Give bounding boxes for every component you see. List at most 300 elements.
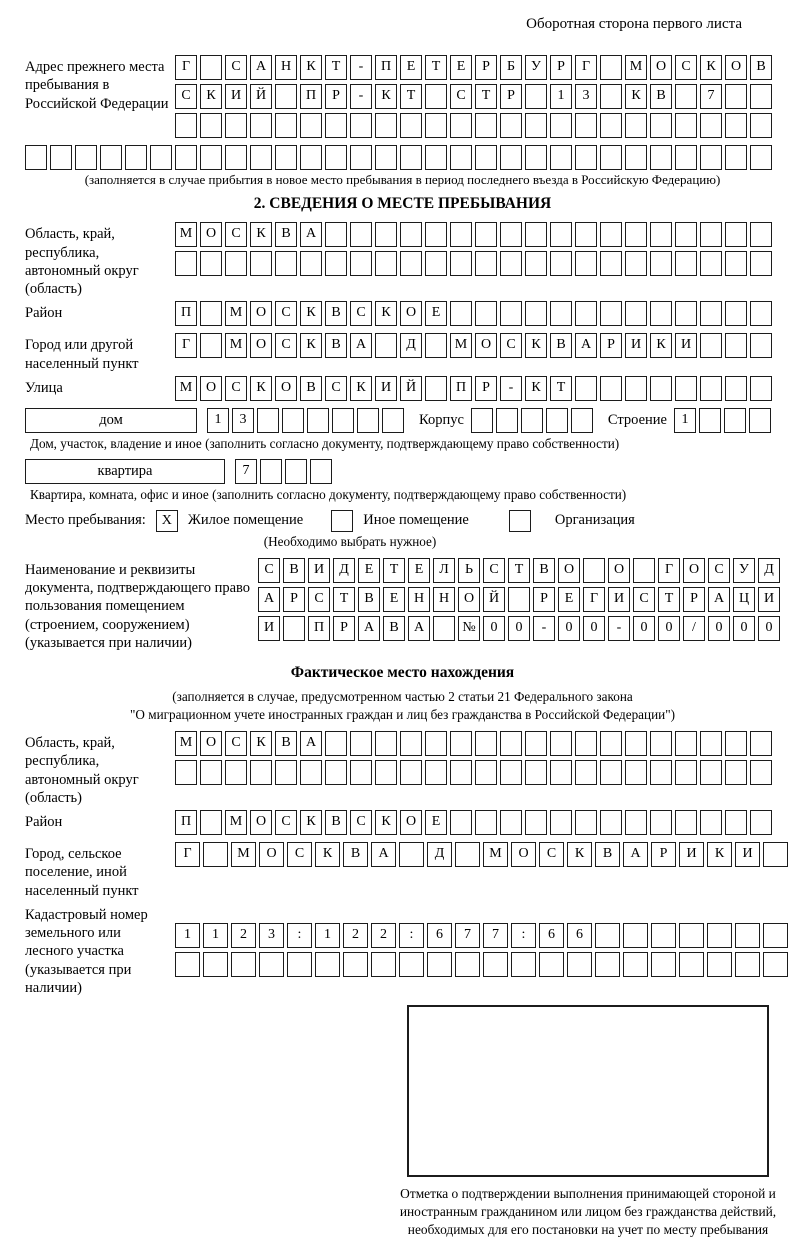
char-cell[interactable]: У [525,55,547,80]
char-cell[interactable] [231,952,256,977]
char-cell[interactable]: Т [325,55,347,80]
char-cell[interactable]: В [283,558,305,583]
char-cell[interactable]: С [225,376,247,401]
char-cell[interactable]: Р [550,55,572,80]
char-cell[interactable] [725,113,747,138]
char-cell[interactable]: С [308,587,330,612]
char-cell[interactable]: П [450,376,472,401]
char-cell[interactable] [325,251,347,276]
char-cell[interactable]: М [231,842,256,867]
char-cell[interactable]: К [250,376,272,401]
char-cell[interactable]: К [375,301,397,326]
char-cell[interactable]: Г [175,333,197,358]
char-cell[interactable] [600,251,622,276]
char-cell[interactable] [475,301,497,326]
char-cell[interactable]: О [250,333,272,358]
char-cell[interactable]: К [650,333,672,358]
char-cell[interactable] [375,222,397,247]
char-cell[interactable]: 7 [455,923,480,948]
char-cell[interactable]: Т [508,558,530,583]
char-cell[interactable]: Т [425,55,447,80]
char-cell[interactable]: С [258,558,280,583]
char-cell[interactable] [400,760,422,785]
char-cell[interactable] [455,842,480,867]
char-cell[interactable]: С [275,301,297,326]
char-cell[interactable] [483,952,508,977]
char-cell[interactable] [475,760,497,785]
char-cell[interactable]: А [575,333,597,358]
char-cell[interactable] [287,952,312,977]
char-cell[interactable] [625,251,647,276]
char-cell[interactable] [763,842,788,867]
char-cell[interactable] [200,301,222,326]
char-cell[interactable]: А [708,587,730,612]
char-cell[interactable] [750,810,772,835]
char-cell[interactable]: О [511,842,536,867]
char-cell[interactable]: К [525,376,547,401]
char-cell[interactable] [675,251,697,276]
char-cell[interactable] [500,113,522,138]
char-cell[interactable] [343,952,368,977]
char-cell[interactable] [471,408,493,433]
char-cell[interactable] [763,952,788,977]
char-cell[interactable] [625,222,647,247]
char-cell[interactable]: 0 [508,616,530,641]
char-cell[interactable] [525,145,547,170]
char-cell[interactable]: В [325,301,347,326]
char-cell[interactable]: Е [400,55,422,80]
char-cell[interactable] [550,222,572,247]
char-cell[interactable] [325,113,347,138]
char-cell[interactable]: С [708,558,730,583]
char-cell[interactable] [750,301,772,326]
char-cell[interactable]: В [275,731,297,756]
char-cell[interactable] [749,408,771,433]
char-cell[interactable] [525,731,547,756]
char-cell[interactable]: Д [427,842,452,867]
char-cell[interactable]: 0 [633,616,655,641]
char-cell[interactable] [300,251,322,276]
char-cell[interactable] [282,408,304,433]
char-cell[interactable]: 2 [371,923,396,948]
char-cell[interactable]: М [175,376,197,401]
char-cell[interactable]: Е [383,587,405,612]
char-cell[interactable] [699,408,721,433]
char-cell[interactable] [315,952,340,977]
char-cell[interactable] [525,113,547,138]
char-cell[interactable] [200,810,222,835]
char-cell[interactable] [650,113,672,138]
char-cell[interactable]: - [350,84,372,109]
char-cell[interactable]: Й [483,587,505,612]
char-cell[interactable]: Р [651,842,676,867]
char-cell[interactable] [125,145,147,170]
char-cell[interactable] [225,113,247,138]
char-cell[interactable]: М [625,55,647,80]
char-cell[interactable] [763,923,788,948]
char-cell[interactable] [650,222,672,247]
char-cell[interactable]: О [608,558,630,583]
char-cell[interactable] [750,251,772,276]
char-cell[interactable]: Л [433,558,455,583]
char-cell[interactable] [75,145,97,170]
char-cell[interactable] [400,145,422,170]
char-cell[interactable] [275,760,297,785]
char-cell[interactable]: Й [250,84,272,109]
char-cell[interactable]: А [300,731,322,756]
char-cell[interactable]: И [258,616,280,641]
char-cell[interactable]: В [533,558,555,583]
char-cell[interactable] [651,923,676,948]
char-cell[interactable] [250,251,272,276]
char-cell[interactable] [225,251,247,276]
char-cell[interactable]: М [483,842,508,867]
char-cell[interactable] [325,760,347,785]
char-cell[interactable]: П [300,84,322,109]
char-cell[interactable] [375,333,397,358]
char-cell[interactable] [700,113,722,138]
char-cell[interactable]: Р [533,587,555,612]
char-cell[interactable] [508,587,530,612]
char-cell[interactable]: Р [500,84,522,109]
char-cell[interactable] [455,952,480,977]
char-cell[interactable]: И [625,333,647,358]
char-cell[interactable] [725,333,747,358]
char-cell[interactable]: В [550,333,572,358]
char-cell[interactable] [25,145,47,170]
char-cell[interactable]: 0 [708,616,730,641]
char-cell[interactable] [200,251,222,276]
char-cell[interactable]: И [375,376,397,401]
char-cell[interactable]: - [608,616,630,641]
char-cell[interactable] [399,842,424,867]
char-cell[interactable] [575,113,597,138]
char-cell[interactable] [50,145,72,170]
char-cell[interactable] [546,408,568,433]
char-cell[interactable] [175,760,197,785]
char-cell[interactable] [725,731,747,756]
char-cell[interactable]: И [675,333,697,358]
char-cell[interactable]: О [259,842,284,867]
char-cell[interactable] [650,301,672,326]
char-cell[interactable] [275,113,297,138]
char-cell[interactable]: В [383,616,405,641]
char-cell[interactable] [300,760,322,785]
char-cell[interactable]: Т [550,376,572,401]
char-cell[interactable]: С [225,222,247,247]
char-cell[interactable]: С [350,301,372,326]
char-cell[interactable] [332,408,354,433]
char-cell[interactable] [425,84,447,109]
char-cell[interactable] [700,731,722,756]
char-cell[interactable] [600,145,622,170]
char-cell[interactable]: В [750,55,772,80]
char-cell[interactable] [496,408,518,433]
char-cell[interactable]: А [250,55,272,80]
char-cell[interactable] [595,952,620,977]
char-cell[interactable] [203,842,228,867]
char-cell[interactable] [750,333,772,358]
char-cell[interactable] [350,145,372,170]
char-cell[interactable] [450,222,472,247]
char-cell[interactable] [450,810,472,835]
char-cell[interactable] [575,810,597,835]
char-cell[interactable]: И [225,84,247,109]
char-cell[interactable]: К [300,810,322,835]
char-cell[interactable]: А [623,842,648,867]
char-cell[interactable] [310,459,332,484]
char-cell[interactable]: Р [475,55,497,80]
char-cell[interactable] [595,923,620,948]
char-cell[interactable]: С [225,731,247,756]
char-cell[interactable]: К [315,842,340,867]
char-cell[interactable]: Г [175,55,197,80]
char-cell[interactable]: С [287,842,312,867]
char-cell[interactable]: К [250,222,272,247]
char-cell[interactable] [600,84,622,109]
char-cell[interactable]: В [358,587,380,612]
char-cell[interactable]: 0 [483,616,505,641]
char-cell[interactable] [225,760,247,785]
char-cell[interactable] [600,376,622,401]
char-cell[interactable]: Н [433,587,455,612]
char-cell[interactable]: Р [325,84,347,109]
char-cell[interactable] [625,113,647,138]
char-cell[interactable]: С [675,55,697,80]
char-cell[interactable] [571,408,593,433]
char-cell[interactable]: А [371,842,396,867]
char-cell[interactable]: У [733,558,755,583]
char-cell[interactable] [375,145,397,170]
char-cell[interactable] [500,731,522,756]
char-cell[interactable]: Р [475,376,497,401]
char-cell[interactable] [625,760,647,785]
char-cell[interactable]: Т [400,84,422,109]
char-cell[interactable]: В [650,84,672,109]
char-cell[interactable] [450,145,472,170]
char-cell[interactable] [700,222,722,247]
char-cell[interactable] [203,952,228,977]
char-cell[interactable]: Й [400,376,422,401]
char-cell[interactable]: О [250,810,272,835]
char-cell[interactable] [650,731,672,756]
char-cell[interactable]: К [300,55,322,80]
char-cell[interactable] [259,952,284,977]
char-cell[interactable]: Н [275,55,297,80]
char-cell[interactable] [400,731,422,756]
char-cell[interactable]: О [200,731,222,756]
char-cell[interactable] [675,731,697,756]
char-cell[interactable] [285,459,307,484]
char-cell[interactable] [275,84,297,109]
char-cell[interactable]: С [500,333,522,358]
checkbox-organization[interactable] [509,510,531,532]
char-cell[interactable]: Г [583,587,605,612]
char-cell[interactable] [175,251,197,276]
char-cell[interactable]: Д [758,558,780,583]
char-cell[interactable]: Т [475,84,497,109]
char-cell[interactable]: М [225,301,247,326]
char-cell[interactable] [700,301,722,326]
char-cell[interactable]: Е [425,301,447,326]
char-cell[interactable]: 1 [315,923,340,948]
char-cell[interactable]: О [200,376,222,401]
char-cell[interactable] [700,376,722,401]
char-cell[interactable]: К [300,333,322,358]
char-cell[interactable]: К [375,810,397,835]
char-cell[interactable] [350,731,372,756]
char-cell[interactable]: 0 [558,616,580,641]
char-cell[interactable] [725,145,747,170]
char-cell[interactable] [600,301,622,326]
char-cell[interactable]: О [275,376,297,401]
char-cell[interactable]: 7 [483,923,508,948]
char-cell[interactable]: : [399,923,424,948]
char-cell[interactable]: 6 [567,923,592,948]
char-cell[interactable]: Е [425,810,447,835]
char-cell[interactable]: - [500,376,522,401]
char-cell[interactable]: 0 [583,616,605,641]
char-cell[interactable] [750,731,772,756]
char-cell[interactable] [307,408,329,433]
char-cell[interactable]: И [735,842,760,867]
char-cell[interactable] [675,810,697,835]
char-cell[interactable]: В [325,333,347,358]
char-cell[interactable] [475,145,497,170]
char-cell[interactable] [475,810,497,835]
char-cell[interactable]: П [375,55,397,80]
char-cell[interactable] [450,113,472,138]
char-cell[interactable] [675,301,697,326]
char-cell[interactable]: Г [575,55,597,80]
char-cell[interactable]: И [758,587,780,612]
char-cell[interactable] [575,760,597,785]
char-cell[interactable]: 2 [343,923,368,948]
char-cell[interactable] [433,616,455,641]
char-cell[interactable]: С [225,55,247,80]
char-cell[interactable] [357,408,379,433]
char-cell[interactable]: С [325,376,347,401]
char-cell[interactable] [700,145,722,170]
char-cell[interactable] [675,84,697,109]
char-cell[interactable]: К [375,84,397,109]
char-cell[interactable] [623,952,648,977]
char-cell[interactable] [260,459,282,484]
char-cell[interactable] [325,145,347,170]
char-cell[interactable] [623,923,648,948]
char-cell[interactable]: О [400,301,422,326]
char-cell[interactable]: / [683,616,705,641]
char-cell[interactable] [675,113,697,138]
char-cell[interactable]: И [608,587,630,612]
char-cell[interactable] [175,145,197,170]
char-cell[interactable]: Б [500,55,522,80]
char-cell[interactable]: К [350,376,372,401]
char-cell[interactable] [650,145,672,170]
char-cell[interactable] [725,810,747,835]
char-cell[interactable] [525,222,547,247]
char-cell[interactable]: В [325,810,347,835]
char-cell[interactable]: 3 [259,923,284,948]
char-cell[interactable] [700,810,722,835]
char-cell[interactable] [371,952,396,977]
char-cell[interactable] [650,760,672,785]
char-cell[interactable]: М [225,333,247,358]
char-cell[interactable] [725,301,747,326]
char-cell[interactable] [257,408,279,433]
char-cell[interactable]: П [308,616,330,641]
char-cell[interactable] [500,760,522,785]
char-cell[interactable] [350,760,372,785]
char-cell[interactable] [750,145,772,170]
char-cell[interactable]: 2 [231,923,256,948]
char-cell[interactable] [500,301,522,326]
char-cell[interactable] [427,952,452,977]
char-cell[interactable] [750,113,772,138]
char-cell[interactable] [350,251,372,276]
char-cell[interactable] [250,760,272,785]
char-cell[interactable] [475,113,497,138]
char-cell[interactable]: К [625,84,647,109]
char-cell[interactable] [500,810,522,835]
char-cell[interactable] [450,760,472,785]
char-cell[interactable] [724,408,746,433]
char-cell[interactable] [425,145,447,170]
char-cell[interactable]: М [175,222,197,247]
char-cell[interactable] [425,731,447,756]
char-cell[interactable]: 1 [203,923,228,948]
char-cell[interactable]: И [679,842,704,867]
char-cell[interactable] [275,251,297,276]
char-cell[interactable] [200,333,222,358]
checkbox-other-premises[interactable] [331,510,353,532]
char-cell[interactable] [625,145,647,170]
char-cell[interactable] [575,251,597,276]
char-cell[interactable]: Е [558,587,580,612]
char-cell[interactable] [525,760,547,785]
char-cell[interactable]: М [175,731,197,756]
char-cell[interactable]: 1 [674,408,696,433]
char-cell[interactable]: М [450,333,472,358]
char-cell[interactable] [375,731,397,756]
char-cell[interactable]: Н [408,587,430,612]
char-cell[interactable] [575,731,597,756]
char-cell[interactable] [175,113,197,138]
char-cell[interactable] [200,145,222,170]
char-cell[interactable] [400,222,422,247]
char-cell[interactable]: 3 [232,408,254,433]
char-cell[interactable]: И [308,558,330,583]
char-cell[interactable] [325,222,347,247]
char-cell[interactable] [700,760,722,785]
char-cell[interactable]: - [350,55,372,80]
char-cell[interactable] [350,222,372,247]
dom-box[interactable]: дом [25,408,197,433]
char-cell[interactable]: О [683,558,705,583]
char-cell[interactable] [500,251,522,276]
char-cell[interactable] [150,145,172,170]
char-cell[interactable] [525,810,547,835]
char-cell[interactable] [550,810,572,835]
char-cell[interactable] [225,145,247,170]
char-cell[interactable] [200,55,222,80]
char-cell[interactable]: Г [175,842,200,867]
char-cell[interactable] [675,760,697,785]
char-cell[interactable]: К [707,842,732,867]
char-cell[interactable] [425,376,447,401]
char-cell[interactable]: : [287,923,312,948]
char-cell[interactable] [539,952,564,977]
